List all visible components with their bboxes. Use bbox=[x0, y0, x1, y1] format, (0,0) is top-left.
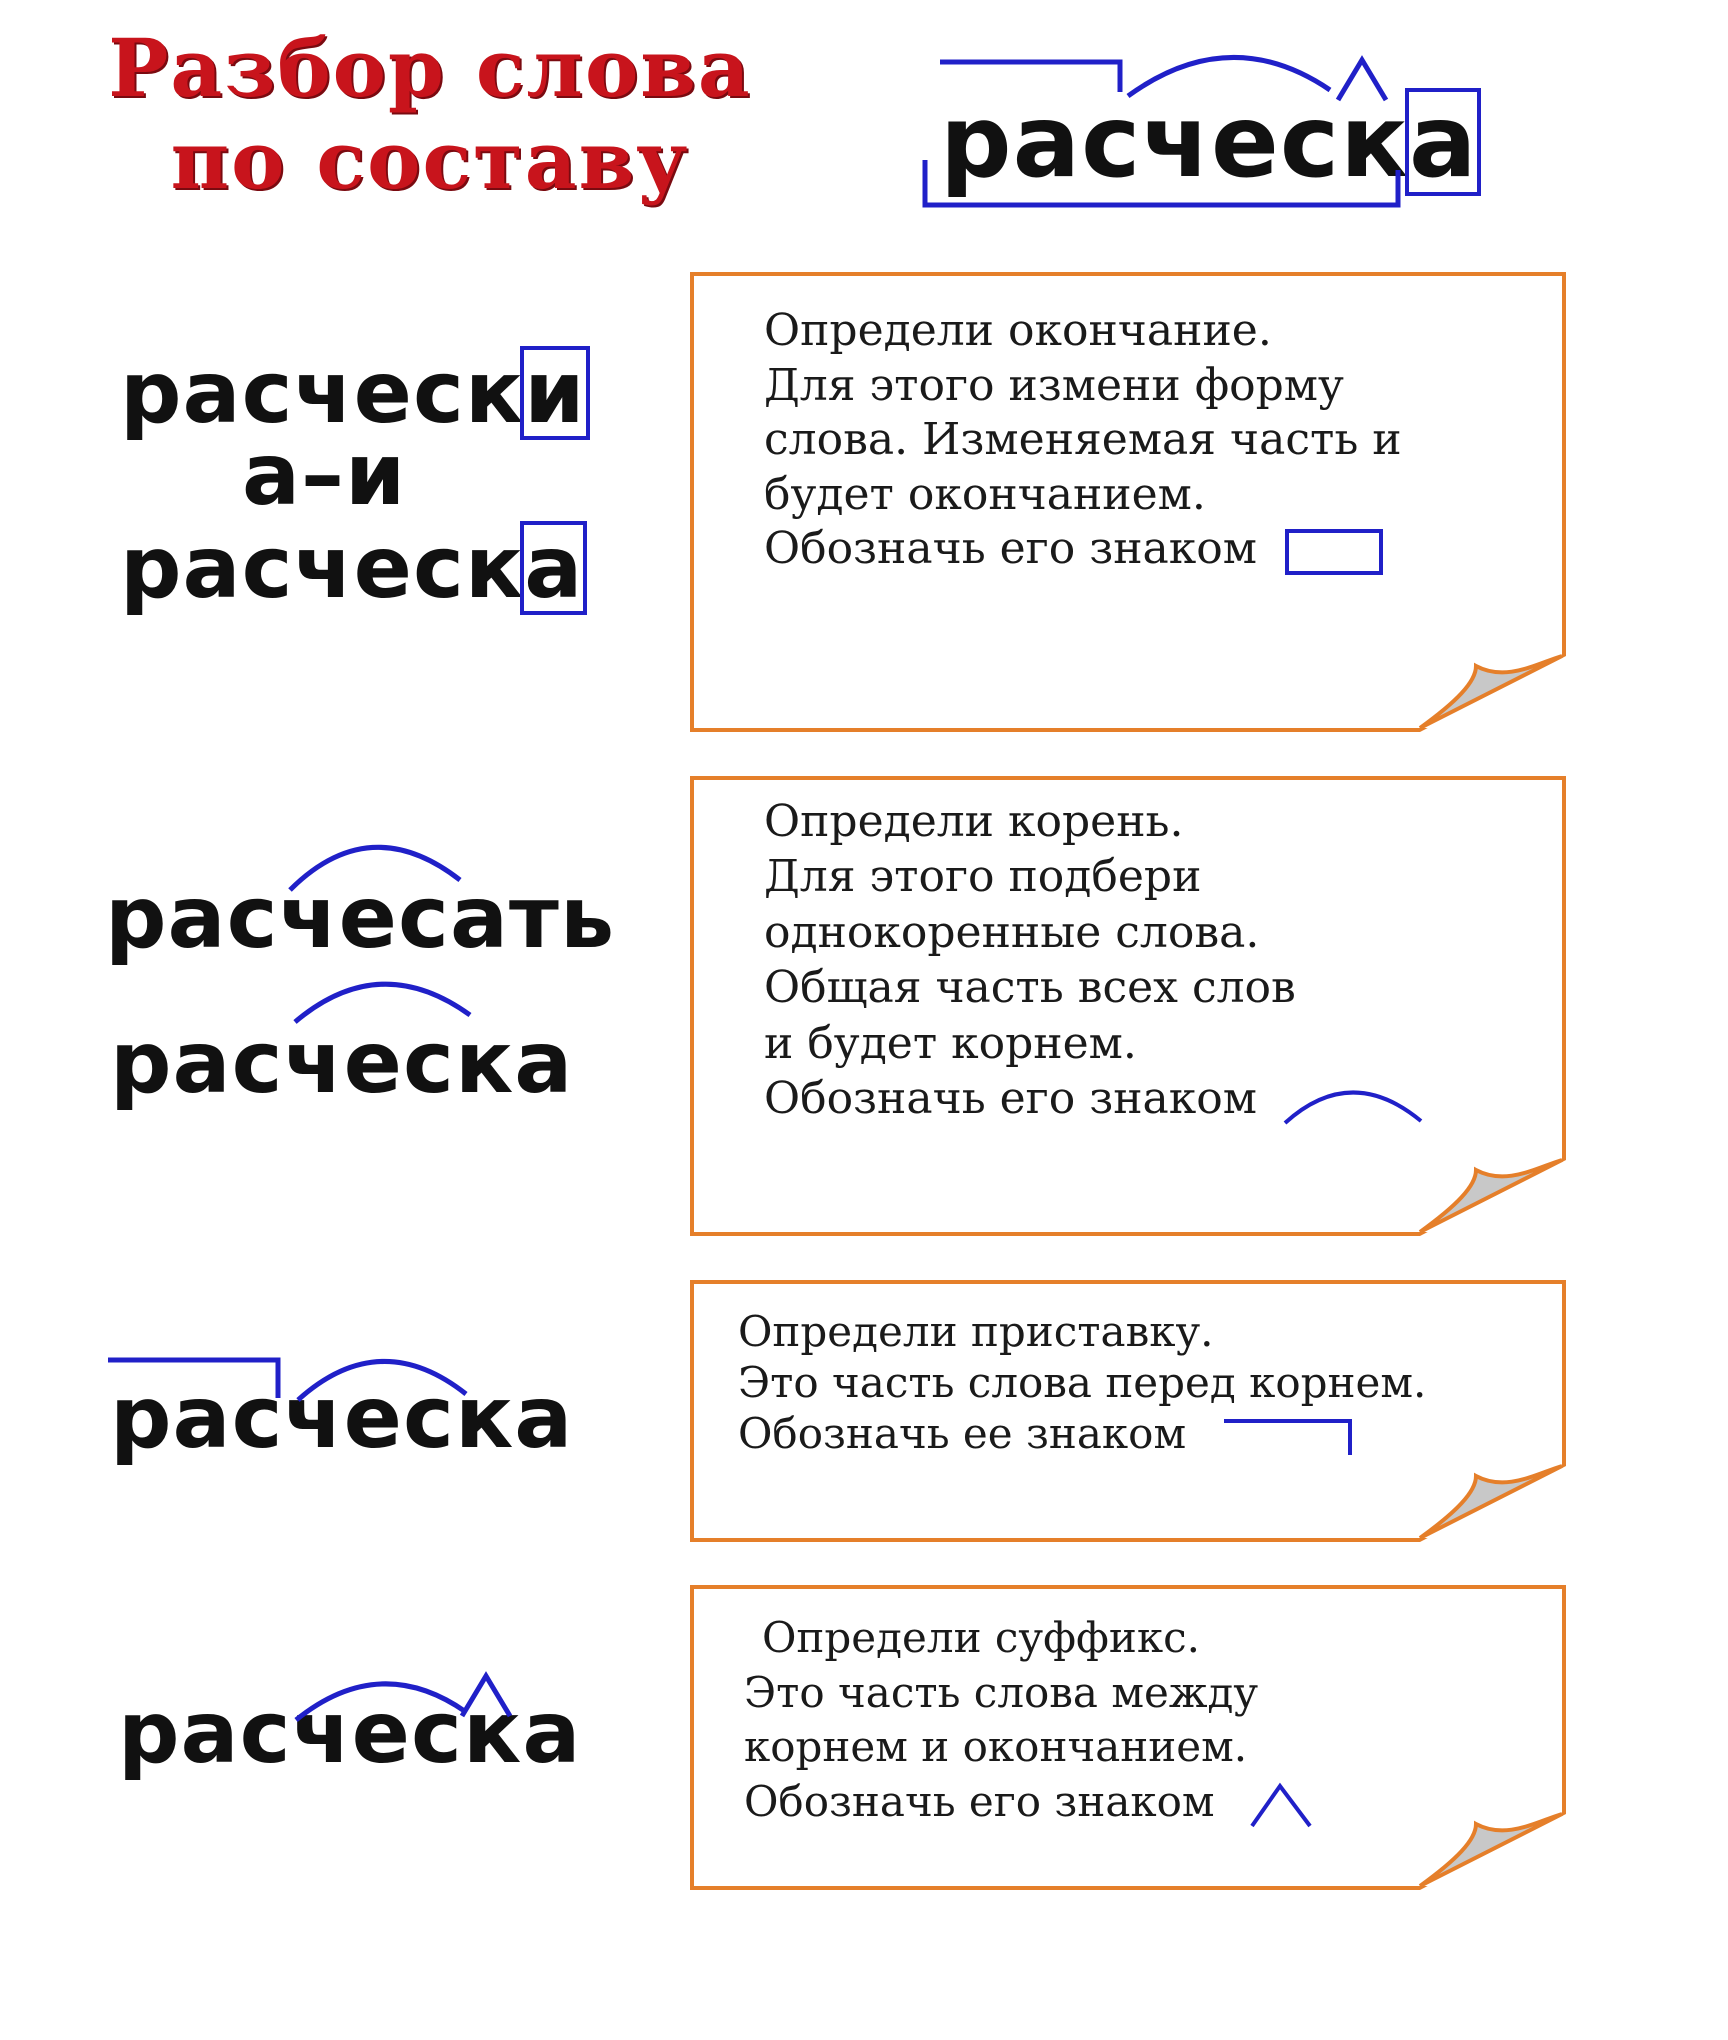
prefix-part: рас bbox=[105, 868, 279, 968]
note-line: Определи суффикс. bbox=[762, 1613, 1201, 1662]
root-arc-icon bbox=[296, 1684, 466, 1720]
suffix-part: к bbox=[1340, 83, 1409, 200]
root-arc-icon bbox=[295, 984, 470, 1022]
root-arc-icon bbox=[1128, 57, 1330, 96]
note-line: Общая часть всех слов bbox=[764, 962, 1296, 1014]
note-line: однокоренные слова. bbox=[764, 906, 1260, 958]
note-line: Определи приставку. bbox=[738, 1307, 1214, 1356]
note-line: Обозначь ее знаком bbox=[738, 1408, 1522, 1459]
prefix-part: рас bbox=[940, 83, 1142, 200]
rest-part: а bbox=[522, 1683, 582, 1783]
note-line: Для этого подбери bbox=[764, 851, 1202, 903]
note-line: Обозначь его знаком bbox=[764, 522, 1522, 577]
stem-bracket-icon bbox=[925, 160, 1398, 205]
note-line: и будет корнем. bbox=[764, 1017, 1137, 1069]
note-line: корнем и окончанием. bbox=[744, 1722, 1248, 1772]
step1-change-label: а–и bbox=[242, 425, 407, 525]
prefix-part: рас bbox=[118, 1683, 292, 1783]
note-line: слова. Изменяемая часть и bbox=[764, 414, 1402, 466]
rest-part: ать bbox=[449, 868, 616, 968]
page-title-line1: Разбор слова bbox=[108, 21, 752, 115]
suffix-caret-icon bbox=[462, 1676, 510, 1716]
ending-part: и bbox=[524, 343, 586, 443]
header-morpheme-marks bbox=[0, 0, 1728, 240]
note-line: Для этого измени форму bbox=[764, 359, 1344, 411]
rest-part: ка bbox=[454, 1368, 574, 1468]
root-arc-icon bbox=[1281, 1077, 1431, 1127]
step1-word-plural bbox=[120, 343, 586, 443]
note-line: Определи окончание. bbox=[764, 305, 1272, 356]
step3-note-card bbox=[690, 1280, 1566, 1542]
root-part: чес bbox=[283, 1368, 455, 1468]
root-part: чес bbox=[1141, 83, 1341, 200]
note-line: Обозначь его знаком bbox=[744, 1775, 1522, 1830]
root-arc-icon bbox=[290, 847, 460, 890]
prefix-bracket-icon bbox=[940, 62, 1120, 92]
prefix-part: рас bbox=[110, 1013, 284, 1113]
page-title-line2: по составу bbox=[170, 113, 690, 207]
step2-note-card bbox=[690, 776, 1566, 1236]
step1-note-card bbox=[690, 272, 1566, 732]
ending-box-icon bbox=[1285, 529, 1383, 575]
suffix-part: к bbox=[462, 1683, 523, 1783]
root-part: чес bbox=[291, 1683, 463, 1783]
page-curl-icon bbox=[1416, 652, 1566, 732]
note-line: Это часть слова между bbox=[744, 1667, 1259, 1717]
note-line: будет окончанием. bbox=[764, 468, 1206, 520]
step3-marks bbox=[0, 1320, 700, 1440]
note-line: Обозначь его знаком bbox=[764, 1071, 1522, 1127]
page-curl-icon bbox=[1416, 1462, 1566, 1542]
page-curl-icon bbox=[1416, 1156, 1566, 1236]
prefix-bracket-icon bbox=[108, 1360, 278, 1398]
ending-part: а bbox=[1408, 83, 1478, 200]
suffix-caret-icon bbox=[1338, 60, 1386, 100]
rest-part: ка bbox=[454, 1013, 574, 1113]
ending-part: а bbox=[524, 518, 584, 618]
step2-root-arcs bbox=[0, 800, 700, 1100]
note-line: Это часть слова перед корнем. bbox=[738, 1358, 1427, 1408]
root-arc-icon bbox=[298, 1361, 466, 1400]
step4-marks bbox=[0, 1640, 700, 1760]
suffix-caret-icon bbox=[1246, 1782, 1316, 1828]
root-part: чес bbox=[278, 868, 450, 968]
step1-word-singular bbox=[120, 518, 584, 618]
step4-note-card bbox=[690, 1585, 1566, 1890]
prefix-bracket-icon bbox=[1220, 1415, 1360, 1459]
note-line: Определи корень. bbox=[764, 796, 1184, 847]
root-part: чес bbox=[283, 1013, 455, 1113]
prefix-part: рас bbox=[110, 1368, 284, 1468]
page-curl-icon bbox=[1416, 1810, 1566, 1890]
stem-part: расческ bbox=[120, 518, 525, 618]
stem-part: расческ bbox=[120, 343, 525, 443]
